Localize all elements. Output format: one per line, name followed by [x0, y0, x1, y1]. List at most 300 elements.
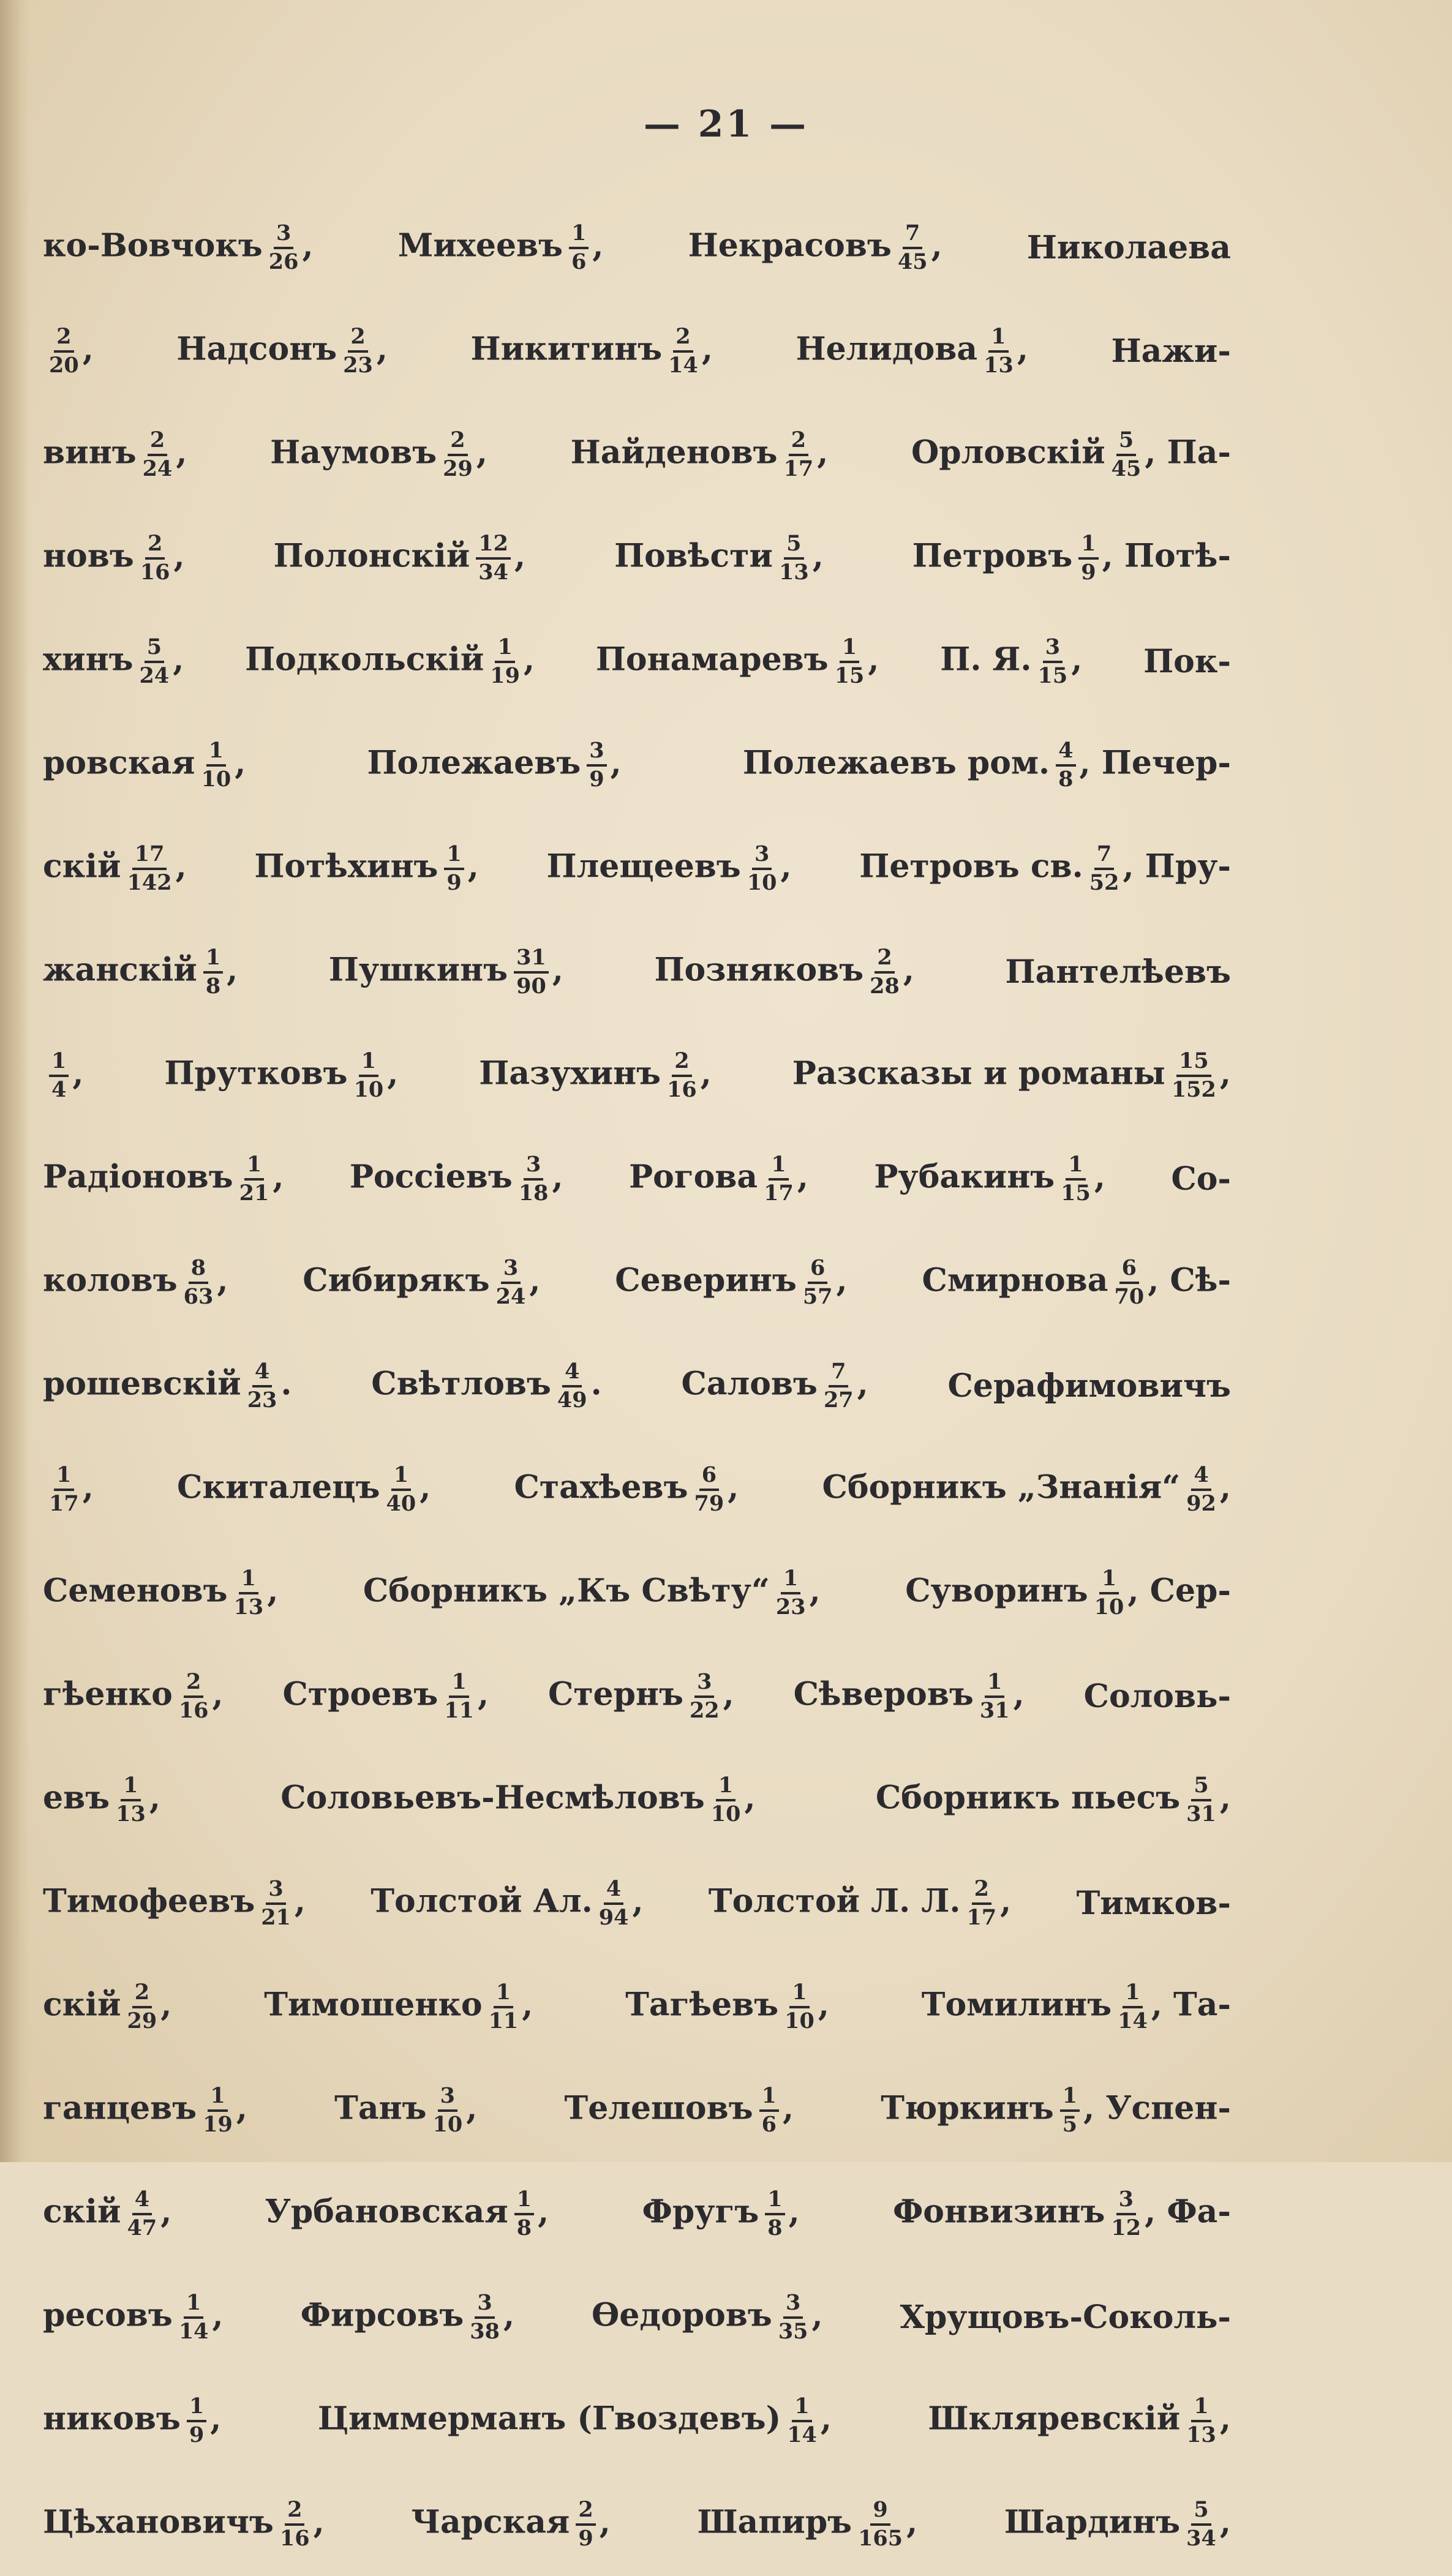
entry-fraction — [476, 530, 511, 585]
fraction-denominator: 24 — [139, 663, 170, 688]
fraction-denominator: 63 — [183, 1283, 214, 1309]
index-entry — [547, 843, 792, 895]
entry-punctuation: , — [818, 1986, 829, 2023]
fraction-numerator: 4 — [1191, 1464, 1211, 1491]
fraction-denominator: 29 — [127, 2008, 157, 2033]
fraction-denominator: 49 — [557, 1387, 587, 1413]
fraction-denominator: 17 — [966, 1904, 997, 1930]
entry-fraction — [1186, 2496, 1216, 2551]
entry-fraction — [775, 1565, 806, 1620]
fraction-numerator: 2 — [285, 2499, 304, 2526]
entry-name: ровская — [43, 744, 195, 781]
entry-name: Стернъ — [547, 1675, 683, 1713]
index-entry — [1027, 229, 1231, 266]
index-entry — [43, 1257, 228, 1309]
fraction-numerator: 6 — [808, 1257, 827, 1284]
entry-fraction — [759, 2082, 779, 2137]
entry-name: Позняковъ — [654, 951, 864, 988]
entry-punctuation: , — [1013, 1675, 1025, 1713]
author-index-text — [43, 196, 1231, 2576]
index-entry — [334, 2082, 478, 2137]
entry-name: хинъ — [43, 640, 134, 678]
fraction-numerator: 4 — [1056, 740, 1075, 767]
index-entry — [709, 1878, 1011, 1929]
fraction-denominator: 57 — [802, 1283, 833, 1309]
text-line — [43, 2162, 1231, 2266]
entry-fraction — [1115, 1257, 1145, 1309]
fraction-numerator: 1 — [206, 740, 226, 767]
fraction-numerator: 3 — [1116, 2188, 1136, 2215]
index-entry — [514, 1464, 739, 1515]
entry-fraction — [1112, 429, 1142, 481]
index-entry — [1111, 332, 1230, 370]
entry-punctuation: , — [217, 1261, 228, 1299]
entry-punctuation: , — [173, 537, 185, 574]
entry-name: коловъ — [43, 1261, 178, 1299]
entry-punctuation: . — [590, 1365, 602, 1402]
entry-fraction — [858, 2496, 903, 2551]
entry-fraction — [49, 1464, 79, 1515]
entry-punctuation: , — [728, 1468, 739, 1506]
fraction-denominator: 16 — [178, 1697, 209, 1723]
entry-punctuation: , — [160, 1986, 172, 2023]
fraction-numerator: 3 — [752, 843, 772, 870]
index-entry — [43, 323, 94, 378]
entry-name: винъ — [43, 434, 137, 471]
entry-name: Сибирякъ — [303, 1261, 490, 1299]
fraction-denominator: 45 — [1111, 456, 1142, 481]
fraction-numerator: 1 — [239, 1568, 258, 1594]
index-entry — [264, 1981, 533, 2033]
index-entry — [303, 1257, 540, 1309]
fraction-denominator: 13 — [984, 352, 1014, 378]
entry-fraction — [127, 1981, 157, 2033]
index-entry — [328, 944, 563, 999]
entry-punctuation: . — [280, 1365, 292, 1402]
entry-name: Россіевъ — [349, 1158, 513, 1195]
index-entry — [43, 1050, 83, 1102]
page-spine-shadow — [0, 0, 29, 2162]
entry-name: Тимков- — [1076, 1885, 1231, 1922]
fraction-numerator: 2 — [448, 429, 467, 456]
index-entry — [43, 1358, 292, 1413]
fraction-denominator: 8 — [205, 973, 221, 999]
fraction-denominator: 23 — [775, 1594, 806, 1620]
fraction-numerator: 8 — [189, 1257, 208, 1284]
fraction-denominator: 38 — [470, 2318, 500, 2344]
entry-name: рошевскій — [43, 1365, 241, 1402]
index-entry — [592, 2289, 823, 2344]
entry-punctuation: , — [1094, 1158, 1105, 1195]
entry-fraction — [787, 2395, 817, 2447]
entry-fraction — [764, 1151, 794, 1206]
fraction-denominator: 34 — [478, 559, 508, 585]
index-entry — [265, 2188, 549, 2240]
fraction-denominator: 19 — [203, 2111, 233, 2137]
fraction-numerator: 1 — [495, 636, 514, 663]
entry-punctuation: , — [809, 1572, 821, 1609]
index-entry — [881, 2082, 1231, 2137]
fraction-denominator: 15 — [834, 663, 865, 688]
entry-fraction — [690, 1671, 720, 1722]
fraction-denominator: 10 — [353, 1076, 384, 1102]
index-entry — [43, 1464, 94, 1515]
index-entry — [625, 1981, 829, 2033]
entry-name: Плещеевъ — [546, 847, 741, 885]
index-entry — [280, 1774, 755, 1826]
entry-name: Найденовъ — [570, 434, 778, 471]
text-line — [43, 1955, 1231, 2059]
entry-name: Шапиръ — [697, 2503, 852, 2540]
entry-fraction — [116, 1774, 146, 1826]
entry-punctuation: , — [788, 2193, 800, 2230]
entry-fraction — [233, 1565, 264, 1620]
index-entry — [371, 1358, 602, 1413]
entry-name: Рогова — [628, 1158, 758, 1195]
entry-name: Тагѣевъ — [625, 1986, 779, 2023]
entry-fraction — [803, 1257, 833, 1309]
index-entry — [742, 737, 1231, 792]
entry-punctuation: , — [212, 2296, 224, 2334]
entry-punctuation: , — [175, 847, 187, 885]
entry-punctuation: , — [210, 2400, 222, 2437]
fraction-denominator: 16 — [140, 559, 170, 585]
entry-fraction — [1186, 1774, 1216, 1826]
fraction-denominator: 9 — [446, 869, 462, 895]
entry-punctuation: , — [1017, 330, 1028, 367]
fraction-denominator: 14 — [787, 2422, 817, 2447]
entry-name: Нажи- — [1111, 332, 1231, 370]
index-entry — [900, 2299, 1231, 2336]
fraction-numerator: 1 — [1099, 1568, 1119, 1594]
entry-punctuation: , — [82, 1468, 94, 1506]
index-entry — [470, 323, 713, 378]
entry-fraction — [354, 1050, 384, 1102]
fraction-denominator: 19 — [490, 663, 520, 688]
entry-name: Рубакинъ — [874, 1158, 1055, 1195]
entry-name: Сборникъ „Къ Свѣту“ — [363, 1572, 770, 1609]
fraction-numerator: 1 — [444, 843, 464, 870]
fraction-numerator: 1 — [1066, 1154, 1085, 1181]
fraction-numerator: 2 — [132, 1981, 152, 2008]
index-entry — [164, 1050, 398, 1102]
entry-name: Чарская — [411, 2503, 570, 2540]
fraction-denominator: 8 — [1058, 766, 1074, 792]
entry-name: Толстой Л. Л. — [708, 1882, 961, 1920]
fraction-numerator: 5 — [1116, 429, 1136, 456]
entry-fraction — [269, 222, 299, 274]
text-line — [43, 403, 1231, 506]
fraction-numerator: 1 — [840, 636, 859, 663]
fraction-numerator: 3 — [274, 222, 293, 249]
entry-punctuation: , — [176, 434, 187, 471]
fraction-denominator: 16 — [667, 1076, 697, 1102]
entry-name: Фругъ — [642, 2193, 759, 2230]
entry-punctuation: , — [538, 2193, 549, 2230]
text-line — [43, 1334, 1231, 1438]
entry-fraction — [201, 737, 231, 792]
index-entry — [1171, 1160, 1231, 1198]
fraction-denominator: 11 — [444, 1697, 474, 1723]
entry-name: Шкляревскій — [928, 2400, 1181, 2437]
index-entry — [43, 1671, 224, 1722]
entry-punctuation: , — [610, 744, 622, 781]
entry-punctuation: , — [529, 1261, 541, 1299]
entry-fraction — [203, 2082, 233, 2137]
entry-fraction — [587, 737, 606, 792]
entry-name: Полежаевъ ром. — [742, 744, 1050, 781]
text-line — [43, 1127, 1231, 1231]
entry-name: Урбановская — [265, 2193, 508, 2230]
fraction-numerator: 2 — [148, 429, 167, 456]
fraction-numerator: 9 — [870, 2499, 890, 2526]
index-entry — [43, 1565, 279, 1620]
entry-punctuation: , — [744, 1779, 756, 1816]
fraction-numerator: 6 — [699, 1464, 719, 1491]
index-entry — [479, 1050, 712, 1102]
entry-name: Наумовъ — [270, 434, 437, 471]
entry-name: Повѣсти — [614, 537, 773, 574]
index-entry — [792, 1050, 1231, 1102]
text-line — [43, 196, 1231, 299]
entry-punctuation: , — [72, 1054, 84, 1092]
entry-name: Полонскій — [273, 537, 470, 574]
index-entry — [43, 1878, 306, 1929]
fraction-denominator: 92 — [1186, 1490, 1216, 1516]
fraction-numerator: 1 — [769, 1154, 788, 1181]
fraction-denominator: 34 — [1186, 2525, 1216, 2551]
index-entry — [283, 1671, 489, 1722]
index-entry — [548, 1671, 734, 1722]
index-entry — [177, 1464, 431, 1515]
fraction-denominator: 14 — [668, 352, 698, 378]
entry-name: новъ — [43, 537, 134, 574]
fraction-denominator: 70 — [1114, 1283, 1145, 1309]
fraction-numerator: 1 — [781, 1568, 800, 1594]
fraction-denominator: 6 — [761, 2111, 777, 2137]
entry-fraction — [784, 429, 814, 481]
entry-fraction — [1061, 1151, 1091, 1206]
fraction-denominator: 13 — [233, 1594, 264, 1620]
fraction-numerator: 15 — [1176, 1050, 1211, 1077]
entry-punctuation: , — [173, 640, 184, 678]
entry-fraction — [444, 843, 464, 895]
entry-fraction — [247, 1358, 277, 1413]
entry-name: Николаева — [1026, 229, 1231, 266]
entry-name: евъ — [43, 1779, 110, 1816]
entry-punctuation: , — [817, 434, 829, 471]
fraction-numerator: 7 — [1094, 843, 1114, 870]
entry-punctuation: , Пру- — [1123, 847, 1231, 885]
entry-fraction — [514, 2188, 534, 2240]
index-entry — [349, 1151, 563, 1206]
fraction-denominator: 40 — [386, 1490, 416, 1516]
index-entry — [876, 1774, 1231, 1826]
text-line — [43, 1645, 1231, 1748]
fraction-numerator: 3 — [475, 2292, 494, 2319]
index-entry — [654, 944, 914, 999]
entry-punctuation: , — [783, 2089, 794, 2127]
index-entry — [43, 2188, 171, 2240]
entry-name: Подкольскій — [245, 640, 484, 678]
entry-fraction — [1186, 1464, 1216, 1515]
entry-name: Семеновъ — [43, 1572, 228, 1609]
entry-fraction — [557, 1358, 587, 1413]
entry-fraction — [143, 429, 173, 481]
fraction-numerator: 5 — [1191, 1774, 1211, 1801]
entry-name: Цѣхановичъ — [43, 2503, 274, 2540]
index-entry — [371, 1878, 643, 1929]
entry-name: Пушкинъ — [328, 951, 508, 988]
entry-name: Некрасовъ — [688, 227, 892, 264]
entry-fraction — [1056, 737, 1075, 792]
entry-name: Нелидова — [796, 330, 978, 367]
entry-name: Сборникъ „Знанія“ — [822, 1468, 1181, 1506]
fraction-numerator: 1 — [203, 947, 223, 974]
fraction-denominator: 9 — [578, 2525, 593, 2551]
fraction-numerator: 1 — [514, 2188, 534, 2215]
index-entry — [318, 2395, 832, 2447]
entry-punctuation: , — [376, 330, 388, 367]
entry-punctuation: , — [503, 2296, 515, 2334]
entry-punctuation: , — [149, 1779, 160, 1816]
entry-punctuation: , — [931, 227, 942, 264]
fraction-numerator: 1 — [988, 326, 1008, 353]
entry-fraction — [1060, 2082, 1080, 2137]
fraction-denominator: 90 — [516, 973, 546, 999]
fraction-denominator: 4 — [51, 1076, 67, 1102]
entry-fraction — [1089, 843, 1119, 895]
entry-name: Орловскій — [911, 434, 1105, 471]
entry-name: Ѳедоровъ — [592, 2296, 772, 2334]
entry-punctuation: , — [836, 1261, 848, 1299]
fraction-numerator: 2 — [184, 1671, 203, 1698]
entry-name: Прутковъ — [164, 1054, 348, 1092]
entry-fraction — [711, 1774, 741, 1826]
text-line — [43, 1231, 1231, 1334]
index-entry — [874, 1151, 1105, 1206]
text-line — [43, 610, 1231, 713]
entry-punctuation: , — [552, 1158, 563, 1195]
entry-name: никовъ — [43, 2400, 181, 2437]
index-entry — [940, 636, 1082, 688]
fraction-denominator: 16 — [279, 2525, 310, 2551]
entry-name: Радіоновъ — [43, 1158, 233, 1195]
index-entry — [273, 530, 526, 585]
entry-fraction — [432, 2082, 463, 2137]
entry-name: Никитинъ — [470, 330, 663, 367]
fraction-numerator: 3 — [266, 1878, 285, 1905]
entry-punctuation: , — [599, 2503, 611, 2540]
index-entry — [43, 1774, 160, 1826]
fraction-numerator: 3 — [783, 2292, 803, 2319]
entry-punctuation: , — [701, 330, 713, 367]
entry-punctuation: , — [514, 537, 526, 574]
entry-punctuation: , — [906, 2503, 918, 2540]
index-entry — [571, 429, 829, 481]
fraction-numerator: 1 — [208, 2085, 227, 2112]
entry-punctuation: , Та- — [1151, 1986, 1231, 2023]
fraction-denominator: 27 — [823, 1387, 854, 1413]
fraction-denominator: 21 — [261, 1904, 291, 1930]
index-entry — [398, 222, 604, 274]
entry-punctuation: , — [592, 227, 604, 264]
entry-fraction — [279, 2496, 310, 2551]
fraction-numerator: 1 — [792, 2395, 811, 2422]
fraction-numerator: 1 — [765, 2188, 784, 2215]
entry-punctuation: , — [1071, 640, 1083, 678]
entry-punctuation: , — [1219, 2503, 1231, 2540]
entry-punctuation: , — [522, 1986, 533, 2023]
fraction-denominator: 13 — [779, 559, 809, 585]
fraction-denominator: 23 — [247, 1387, 277, 1413]
fraction-denominator: 17 — [764, 1180, 794, 1206]
fraction-denominator: 14 — [178, 2318, 209, 2344]
fraction-denominator: 9 — [589, 766, 604, 792]
fraction-numerator: 2 — [672, 1050, 691, 1077]
index-entry — [928, 2395, 1231, 2447]
fraction-denominator: 31 — [1186, 1801, 1216, 1827]
entry-name: Телешовъ — [564, 2089, 753, 2127]
fraction-numerator: 1 — [985, 1671, 1004, 1698]
index-entry — [411, 2496, 611, 2551]
text-line — [43, 2369, 1231, 2473]
text-line — [43, 1541, 1231, 1645]
entry-punctuation: , Фа- — [1145, 2193, 1231, 2230]
entry-name: Скиталецъ — [177, 1468, 380, 1506]
index-entry — [270, 429, 487, 481]
entry-name: Суворинъ — [905, 1572, 1088, 1609]
index-entry — [43, 737, 246, 792]
index-entry — [688, 222, 942, 274]
fraction-denominator: 165 — [858, 2525, 903, 2551]
fraction-denominator: 10 — [201, 766, 231, 792]
fraction-denominator: 152 — [1171, 1076, 1216, 1102]
page-number: — 21 — — [643, 103, 809, 146]
fraction-denominator: 94 — [598, 1904, 629, 1930]
entry-punctuation: , — [387, 1054, 399, 1092]
fraction-numerator: 31 — [514, 947, 549, 974]
fraction-denominator: 8 — [767, 2215, 783, 2240]
fraction-denominator: 8 — [516, 2215, 532, 2240]
entry-punctuation: , — [857, 1365, 868, 1402]
index-entry — [794, 1671, 1025, 1722]
entry-fraction — [870, 944, 900, 999]
entry-fraction — [667, 1050, 697, 1102]
index-entry — [859, 843, 1231, 895]
entry-name: ганцевъ — [43, 2089, 197, 2127]
entry-fraction — [496, 1257, 526, 1309]
entry-punctuation: , — [313, 2503, 325, 2540]
entry-punctuation: , — [723, 1675, 734, 1713]
entry-fraction — [1038, 636, 1068, 688]
fraction-numerator: 6 — [1119, 1257, 1139, 1284]
fraction-denominator: 12 — [1111, 2215, 1142, 2240]
fraction-numerator: 1 — [1123, 1981, 1142, 2008]
fraction-numerator: 1 — [1060, 2085, 1080, 2112]
entry-name: П. Я. — [940, 640, 1032, 678]
entry-fraction — [470, 2289, 500, 2344]
fraction-numerator: 7 — [903, 222, 922, 249]
entry-punctuation: , — [811, 2296, 823, 2334]
text-line — [43, 920, 1231, 1024]
entry-punctuation: , — [302, 227, 314, 264]
fraction-numerator: 2 — [673, 326, 693, 353]
entry-name: Свѣтловъ — [371, 1365, 551, 1402]
fraction-numerator: 2 — [54, 326, 73, 353]
index-entry — [628, 1151, 808, 1206]
fraction-numerator: 3 — [587, 740, 606, 767]
